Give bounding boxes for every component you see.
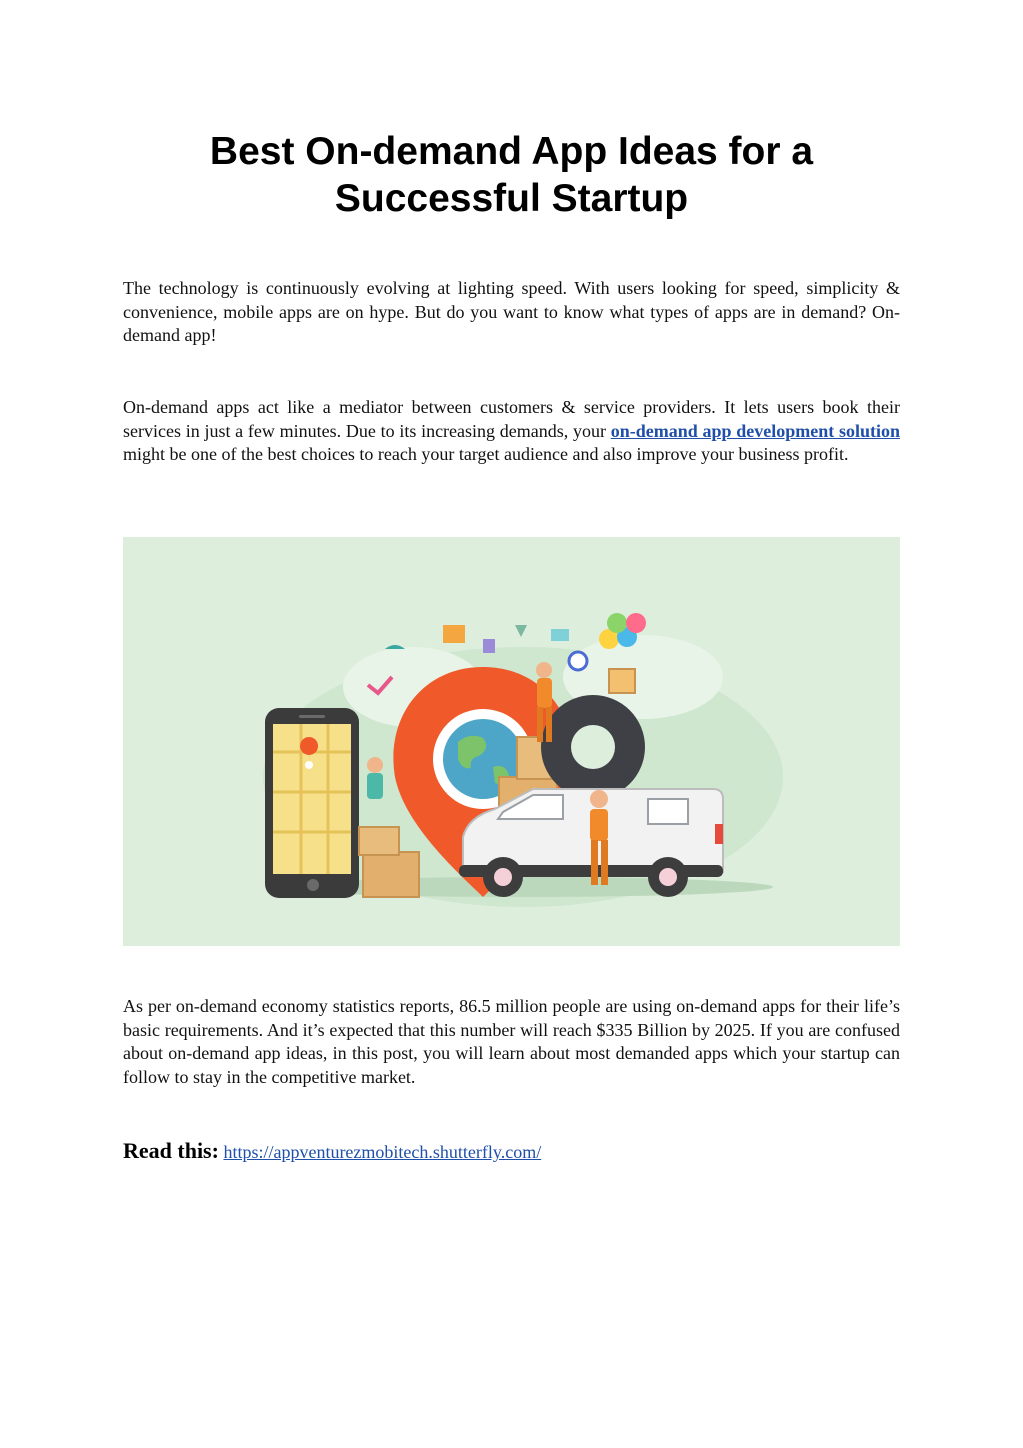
gear-icon bbox=[541, 695, 645, 799]
page-title-line-1: Best On-demand App Ideas for a bbox=[209, 130, 814, 173]
read-this-link[interactable]: https://appventurezmobitech.shutterfly.com/ bbox=[223, 1142, 542, 1162]
intro-paragraph: The technology is continuously evolving at lighting speed. With users looking for speed, simplicity & convenience, mobile apps are on hype. But do you want to know what types of apps are in demand? On-demand app! bbox=[123, 278, 900, 345]
page-title-line-2: Successful Startup bbox=[334, 177, 689, 220]
statistics-paragraph: As per on-demand economy statistics reports, 86.5 million people are using on-demand apps for their life’s basic requirements. And it’s expected that this number will reach $335 Billion by 2025. If you are confused about on-demand app ideas, in this post, you will learn about most demanded apps which your startup can follow to stay in the competitive market. bbox=[123, 996, 900, 1087]
mediator-text-start: On-demand apps act like a mediator between customers & service providers. It lets users book their services in just a few minutes. Due to its increasing demands, your bbox=[123, 397, 900, 441]
mediator-text-end: might be one of the best choices to reach your target audience and also improve your business profit. bbox=[123, 444, 849, 464]
mediator-paragraph bbox=[123, 396, 900, 467]
read-this-line bbox=[123, 1138, 541, 1164]
on-demand-app-development-link[interactable]: on-demand app development solution bbox=[610, 420, 900, 441]
smartphone-icon bbox=[265, 708, 359, 898]
read-this-label: Read this: bbox=[123, 1138, 219, 1163]
on-demand-delivery-illustration bbox=[123, 537, 900, 946]
page-title bbox=[0, 128, 1023, 222]
